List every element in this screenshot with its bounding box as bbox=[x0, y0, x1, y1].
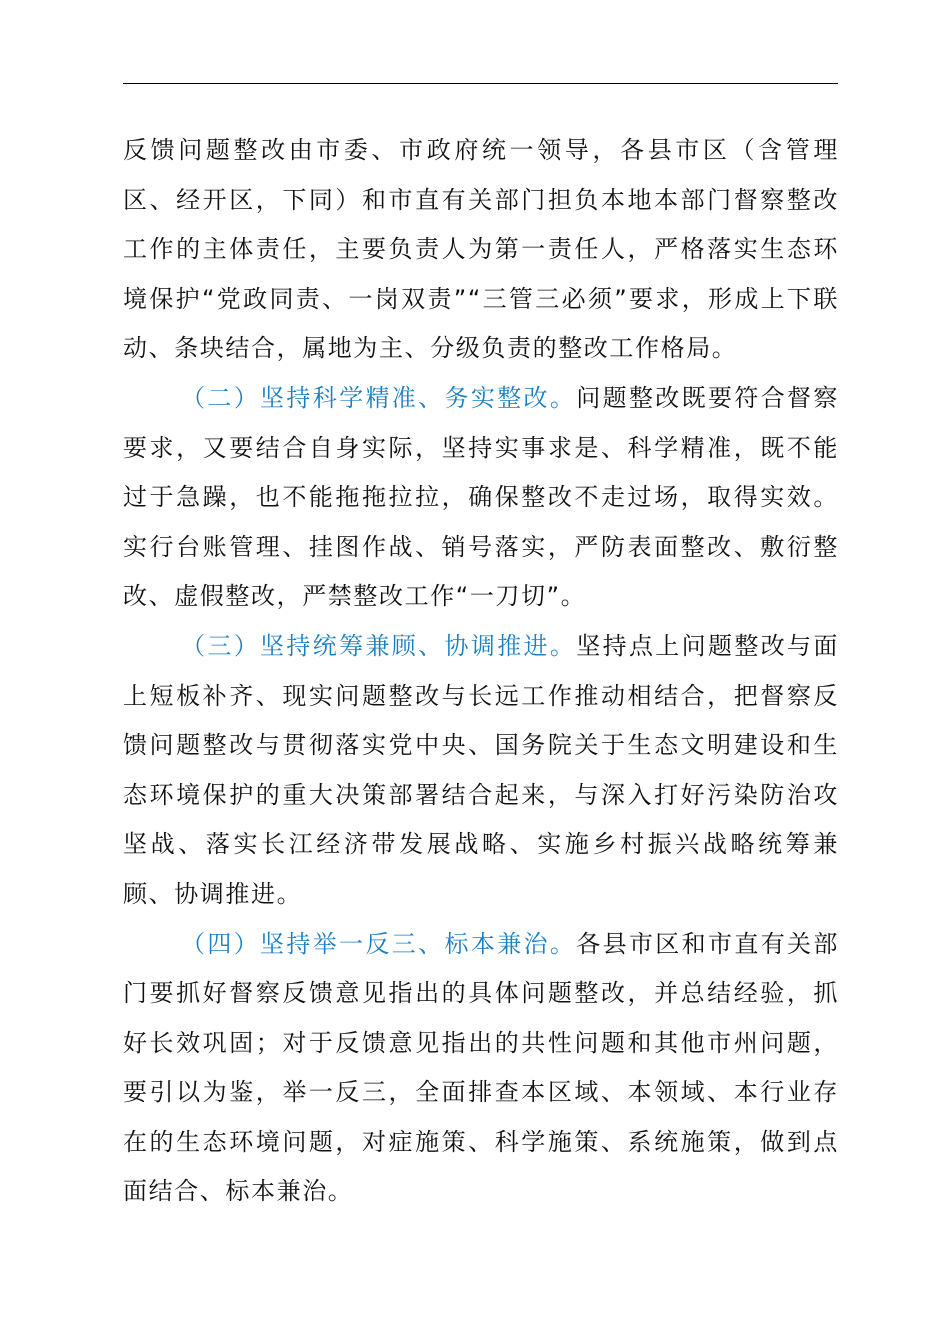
paragraph-body: 反馈问题整改由市委、市政府统一领导，各县市区（含管理区、经开区，下同）和市直有关部门担负本地本部门督察整改工作的主体责任，主要负责人为第一责任人，严格落实生态环境保护“党政同责、一岗双责”“三管三必须”要求，形成上下联动、条块结合，属地为主、分级负责的整改工作格局。 bbox=[123, 136, 839, 363]
paragraph-2 bbox=[123, 374, 839, 622]
paragraph-3 bbox=[123, 622, 839, 920]
paragraph-4 bbox=[123, 920, 839, 1218]
section-heading: （二）坚持科学精准、务实整改。 bbox=[181, 383, 577, 412]
section-heading: （四）坚持举一反三、标本兼治。 bbox=[181, 929, 577, 958]
body-text bbox=[123, 126, 839, 1217]
paragraph-continuation bbox=[123, 126, 839, 374]
paragraph-body: 各县市区和市直有关部门要抓好督察反馈意见指出的具体问题整改，并总结经验，抓好长效巩固；对于反馈意见指出的共性问题和其他市州问题，要引以为鉴，举一反三，全面排查本区域、本领域、本行业存在的生态环境问题，对症施策、科学施策、系统施策，做到点面结合、标本兼治。 bbox=[123, 929, 839, 1206]
section-heading: （三）坚持统筹兼顾、协调推进。 bbox=[181, 631, 577, 660]
paragraph-body: 问题整改既要符合督察要求，又要结合自身实际，坚持实事求是、科学精准，既不能过于急躁，也不能拖拖拉拉，确保整改不走过场，取得实效。实行台账管理、挂图作战、销号落实，严防表面整改、敷衍整改、虚假整改，严禁整改工作“一刀切”。 bbox=[123, 383, 839, 611]
paragraph-body: 坚持点上问题整改与面上短板补齐、现实问题整改与长远工作推动相结合，把督察反馈问题整改与贯彻落实党中央、国务院关于生态文明建设和生态环境保护的重大决策部署结合起来，与深入打好污染防治攻坚战、落实长江经济带发展战略、实施乡村振兴战略统筹兼顾、协调推进。 bbox=[123, 631, 839, 908]
header-rule bbox=[123, 83, 838, 84]
